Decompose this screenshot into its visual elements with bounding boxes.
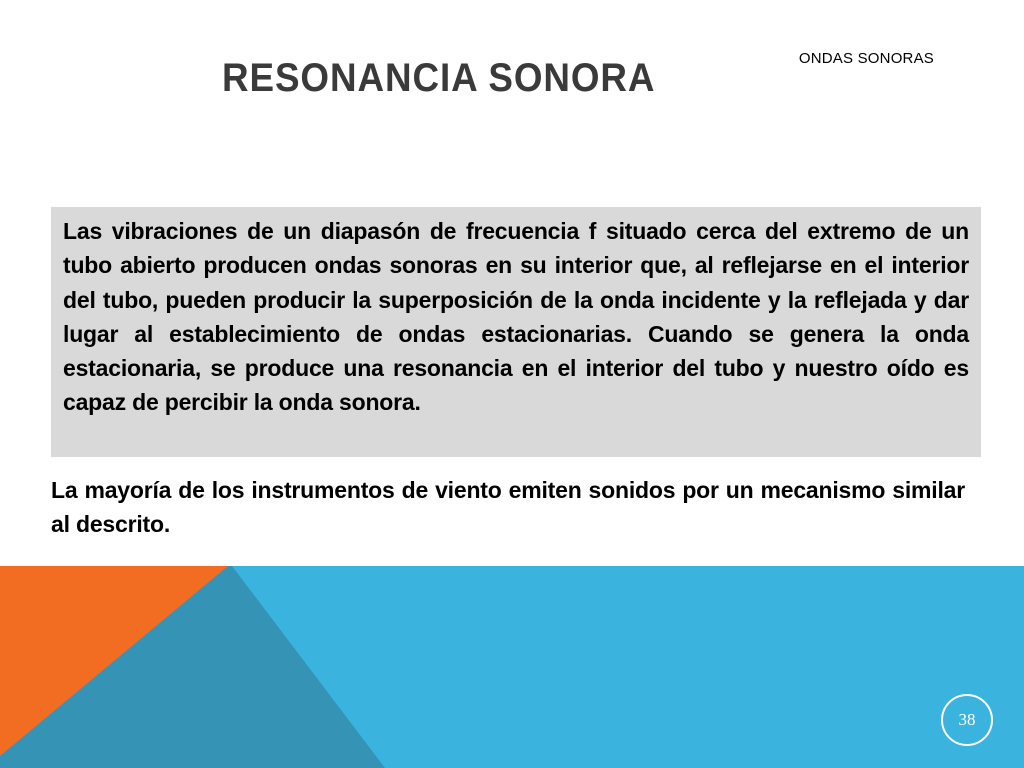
page-number-badge: 38 [941,694,993,746]
decorative-footer-shapes [0,566,1024,768]
highlight-paragraph: Las vibraciones de un diapasón de frecuencia f situado cerca del extremo de un tubo abierto producen ondas sonoras en su interior que, al reflejarse en el interior del tubo, pueden producir la superposición de la onda incidente y la reflejada y dar lugar al establecimiento de ondas estacionarias. Cuando se genera la onda estacionaria, se produce una resonancia en el interior del tubo y nuestro oído es capaz de percibir la onda sonora. [63,218,969,416]
body-paragraph: La mayoría de los instrumentos de viento emiten sonidos por un mecanismo similar al descrito. [51,477,965,537]
highlight-box [51,207,981,457]
slide-title: RESONANCIA SONORA [222,56,656,100]
section-label: ONDAS SONORAS [798,50,934,67]
